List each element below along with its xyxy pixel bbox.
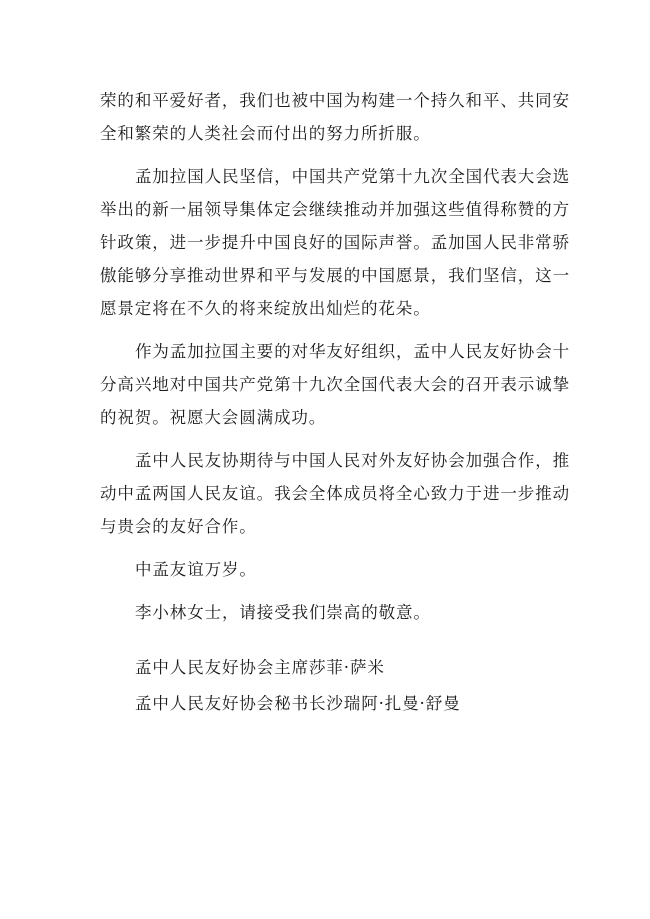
signature-chairman: 孟中人民友好协会主席莎菲·萨米 xyxy=(135,658,385,677)
paragraph-congratulations: 作为孟加拉国主要的对华友好组织，孟中人民友好协会十分高兴地对中国共产党第十九次全国代表大会的召开表示诚挚的祝贺。祝愿大会圆满成功。 xyxy=(100,342,570,427)
letter-body xyxy=(100,84,570,639)
signature-secretary-general: 孟中人民友好协会秘书长沙瑞阿·扎曼·舒曼 xyxy=(135,694,461,713)
paragraph-belief: 孟加拉国人民坚信，中国共产党第十九次全国代表大会选举出的新一届领导集体定会继续推动并加强这些值得称赞的方针政策，进一步提升中国良好的国际声誉。孟加国人民非常骄傲能够分享推动世界和平与发展的中国愿景，我们坚信，这一愿景定将在不久的将来绽放出灿烂的花朵。 xyxy=(100,167,570,318)
signature-block xyxy=(135,650,565,722)
paragraph-cooperation: 孟中人民友协期待与中国人民对外友好协会加强合作，推动中孟两国人民友谊。我会全体成员将全心致力于进一步推动与贵会的友好合作。 xyxy=(100,451,570,536)
paragraph-friendship: 中孟友谊万岁。 xyxy=(135,560,257,579)
paragraph-regards: 李小林女士，请接受我们崇高的敬意。 xyxy=(135,603,431,622)
paragraph-continuation: 荣的和平爱好者，我们也被中国为构建一个持久和平、共同安全和繁荣的人类社会而付出的努力所折服。 xyxy=(100,91,570,143)
